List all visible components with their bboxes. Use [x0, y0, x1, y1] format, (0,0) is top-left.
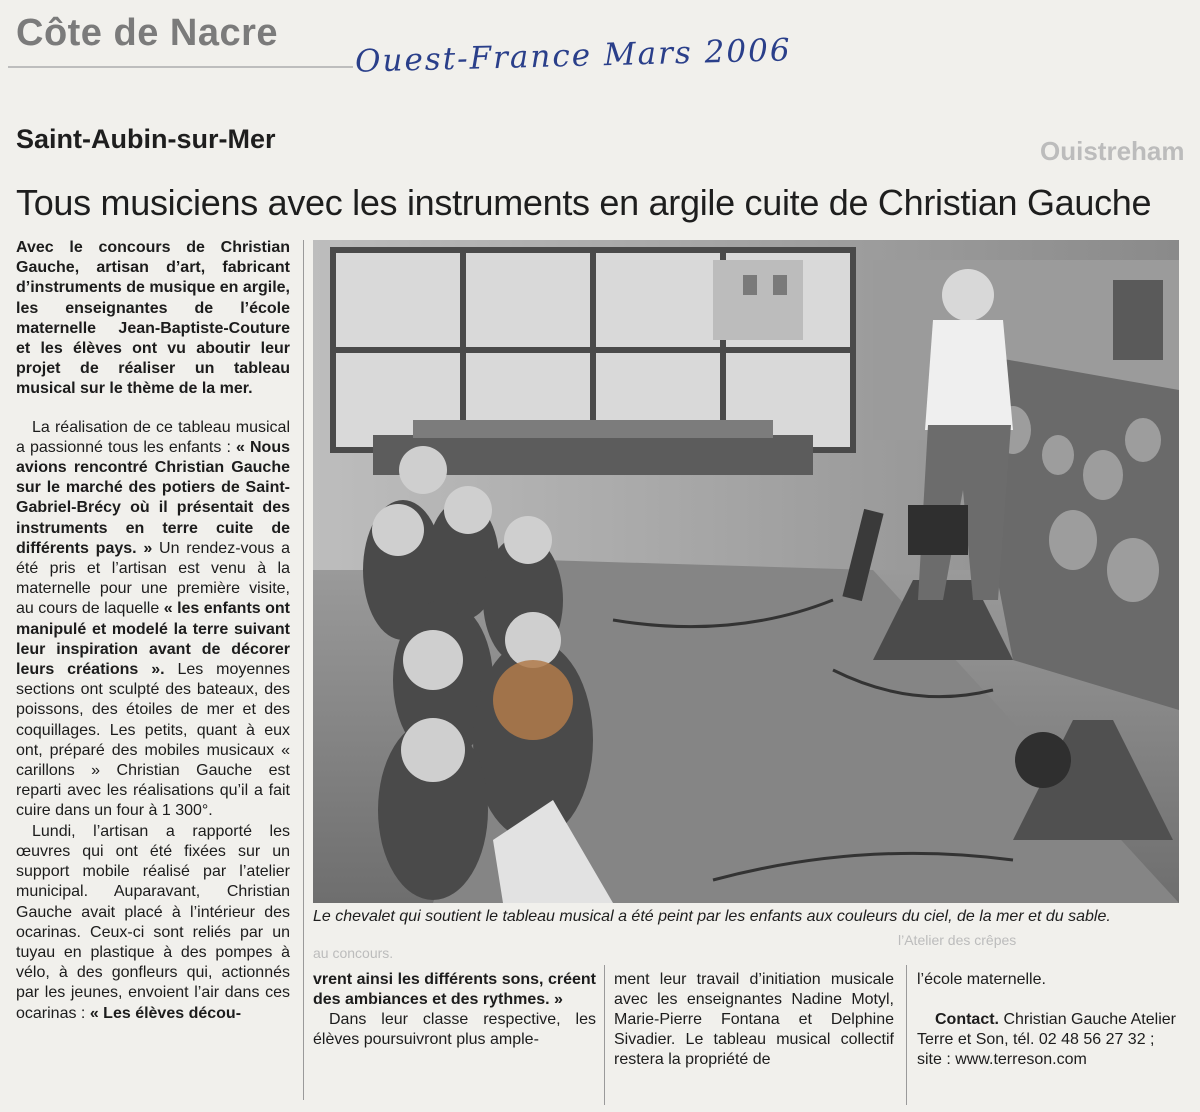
- paragraph-text: ment leur travail d’initiation musicale avec les enseignantes Nadine Motyl, Marie-Pierre Fontana et Delphine Sivadier. Le tableau musical collectif restera la propriété de: [614, 971, 894, 1068]
- article-headline: Tous musiciens avec les instruments en argile cuite de Christian Gauche: [16, 182, 1152, 223]
- paragraph-text: Un rendez-vous a été pris et l’artisan est venu à la maternelle pour une première visite, au cours de laquelle: [16, 539, 290, 618]
- article-paragraph-3: [313, 1010, 596, 1050]
- quote-text: « Les élèves décou-: [89, 1004, 242, 1022]
- article-paragraph-3-cont: [614, 970, 894, 1070]
- contact-label: Contact.: [935, 1011, 999, 1028]
- column-rule: [303, 240, 304, 1100]
- ghost-neighbor-headline: Ouistreham: [1040, 136, 1185, 166]
- quote-text: « les enfants ont manipulé et modelé la terre suivant leur inspiration avant de décorer leurs créations ».: [16, 600, 291, 679]
- article-lead: Avec le concours de Christian Gauche, artisan d’art, fabricant d’instruments de musique en argile, les enseignantes de l’école maternelle Jean-Baptiste-Couture et les élèves ont vu aboutir leur projet de réaliser un tableau musical sur le thème de la mer.: [16, 239, 290, 398]
- photo-caption: Le chevalet qui soutient le tableau musical a été peint par les enfants aux couleurs du ciel, de la mer et du sable.: [313, 908, 1111, 925]
- quote-text: vrent ainsi les différents sons, créent des ambiances et des rythmes. »: [313, 971, 596, 1008]
- article-column-4: [917, 970, 1182, 1070]
- ghost-text: l’Atelier des crêpes: [898, 932, 1017, 948]
- article-paragraph-2-cont: [313, 970, 596, 1010]
- contact-info: [917, 1010, 1182, 1070]
- article-paragraph-2: [16, 822, 290, 1024]
- paragraph-text: La réalisation de ce tableau musical a passionné tous les enfants :: [16, 418, 290, 456]
- article-column-2: [313, 970, 596, 1050]
- contact-text: Christian Gauche Atelier Terre et Son, tél. 02 48 56 27 32 ; site : www.terreson.com: [917, 1011, 1176, 1068]
- article-photo: [313, 240, 1179, 903]
- paragraph-text: Dans leur classe respective, les élèves poursuivront plus ample-: [313, 1011, 596, 1048]
- header-rule: [8, 66, 353, 68]
- article-paragraph-3-end: l’école maternelle.: [917, 971, 1046, 988]
- article-location: Saint-Aubin-sur-Mer: [16, 124, 276, 154]
- article-column-1: [16, 238, 290, 1024]
- column-rule: [604, 965, 605, 1105]
- quote-text: « Nous avions rencontré Christian Gauche sur le marché des potiers de Saint-Gabriel-Brécy où il présentait des instruments en terre cuite de différents pays. »: [16, 438, 291, 557]
- classroom-photo-illustration: [313, 240, 1179, 903]
- column-rule: [906, 965, 907, 1105]
- article-column-3: [614, 970, 894, 1070]
- paragraph-text: Les moyennes sections ont sculpté des bateaux, des poissons, des étoiles de mer et des coquillages. Les petits, quant à eux ont, préparé des mobiles musicaux « carillons » Christian Gauche est reparti avec les réalisations qu’il a fait cuire dans un four à 1 300°.: [16, 661, 290, 820]
- article-paragraph-1: [16, 418, 290, 822]
- section-header: Côte de Nacre: [16, 12, 279, 54]
- handwritten-source-note: Ouest-France Mars 2006: [354, 32, 793, 80]
- ghost-text: au concours.: [313, 945, 394, 961]
- paragraph-text: Lundi, l’artisan a rapporté les œuvres qui ont été fixées sur un support mobile réalisé par l’atelier municipal. Auparavant, Christian Gauche avait placé à l’intérieur des ocarinas. Ceux-ci sont reliés par un tuyau en plastique à des pompes à vélo, à des gonfleurs qui, actionnés par les jeunes, envoient l’air dans ces ocarinas :: [16, 822, 290, 1022]
